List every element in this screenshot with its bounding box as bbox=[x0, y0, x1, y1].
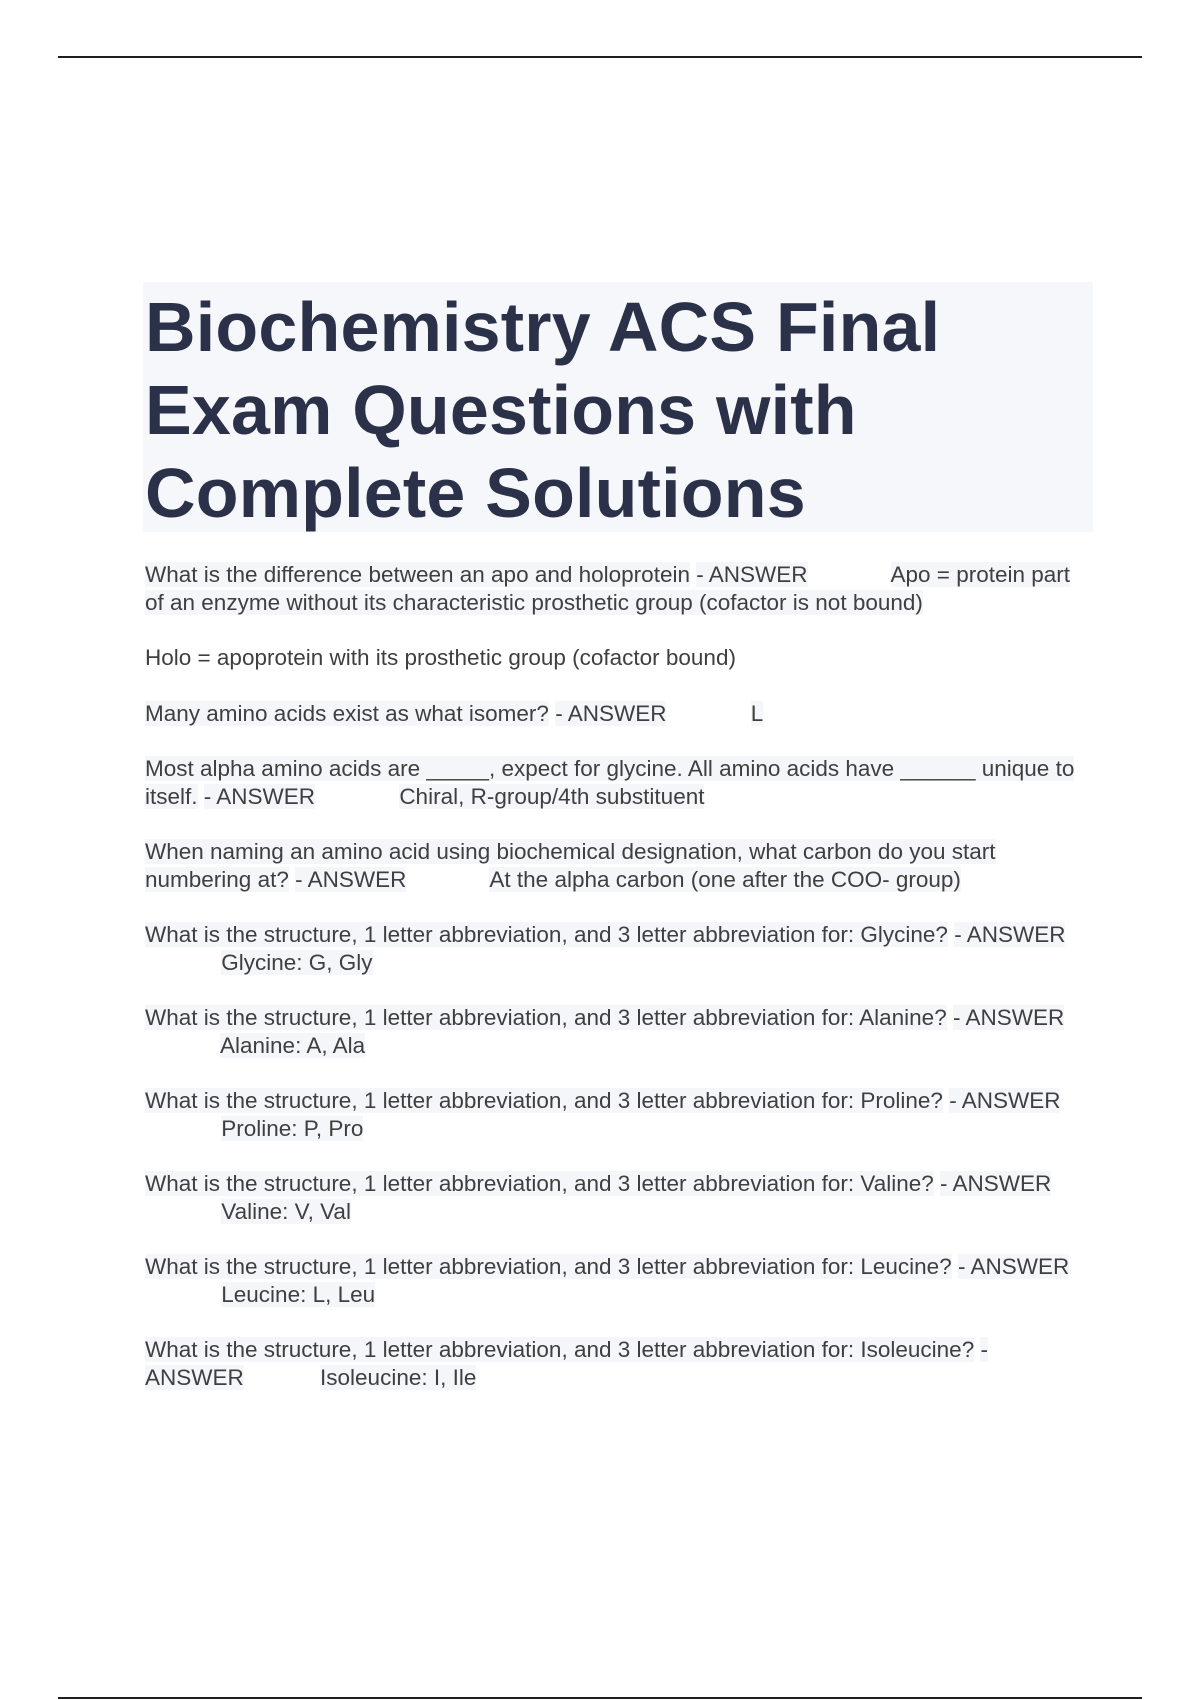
top-rule bbox=[58, 56, 1142, 58]
answer-text: Apo = protein part of an enzyme without its characteristic prosthetic group (cofactor is not bound) bbox=[145, 562, 1071, 615]
answer-marker: - ANSWER bbox=[555, 700, 667, 726]
bottom-rule bbox=[58, 1697, 1142, 1699]
answer-marker: - ANSWER bbox=[952, 1005, 1065, 1030]
answer-marker: - ANSWER bbox=[940, 1171, 1052, 1196]
answer-text: Valine: V, Val bbox=[221, 1198, 351, 1224]
answer-marker: - ANSWER bbox=[954, 922, 1066, 947]
qa-item bbox=[145, 921, 1085, 976]
qa-item bbox=[145, 561, 1085, 616]
title-line-3: Complete Solutions bbox=[145, 454, 806, 532]
answer-marker: - ANSWER bbox=[295, 866, 407, 892]
title-block bbox=[143, 282, 1093, 532]
question-text: Most alpha amino acids are _____, expect for glycine. All amino acids have ______ unique to itself. bbox=[145, 756, 1075, 809]
qa-item bbox=[145, 838, 1085, 893]
answer-text: Proline: P, Pro bbox=[221, 1115, 364, 1141]
answer-marker: - ANSWER bbox=[949, 1088, 1061, 1113]
qa-item bbox=[145, 1087, 1085, 1142]
question-text: What is the structure, 1 letter abbreviation, and 3 letter abbreviation for: Proline? bbox=[145, 1088, 943, 1113]
answer-text: L bbox=[750, 700, 764, 726]
question-text: What is the difference between an apo and holoprotein bbox=[145, 562, 690, 587]
answer-text: Chiral, R-group/4th substituent bbox=[399, 783, 705, 809]
qa-item bbox=[145, 1004, 1085, 1059]
answer-marker: - ANSWER bbox=[203, 783, 316, 809]
answer-text: Holo = apoprotein with its prosthetic group (cofactor bound) bbox=[145, 645, 736, 670]
answer-marker: - ANSWER bbox=[696, 562, 808, 587]
title-line-1: Biochemistry ACS Final bbox=[145, 288, 941, 366]
qa-item bbox=[145, 1336, 1085, 1391]
answer-text: Glycine: G, Gly bbox=[221, 949, 373, 975]
qa-continuation bbox=[145, 644, 1085, 672]
qa-item bbox=[145, 1253, 1085, 1308]
question-text: When naming an amino acid using biochemical designation, what carbon do you start numbering at? bbox=[145, 839, 996, 892]
question-text: What is the structure, 1 letter abbreviation, and 3 letter abbreviation for: Glycine? bbox=[145, 922, 948, 947]
question-text: What is the structure, 1 letter abbreviation, and 3 letter abbreviation for: Leucine? bbox=[145, 1254, 952, 1279]
answer-text: At the alpha carbon (one after the COO- group) bbox=[489, 866, 961, 892]
answer-text: Alanine: A, Ala bbox=[220, 1032, 366, 1058]
question-text: What is the structure, 1 letter abbreviation, and 3 letter abbreviation for: Valine? bbox=[145, 1171, 934, 1196]
question-text: What is the structure, 1 letter abbreviation, and 3 letter abbreviation for: Alanine? bbox=[145, 1005, 947, 1030]
answer-text: Leucine: L, Leu bbox=[221, 1281, 376, 1307]
question-text: Many amino acids exist as what isomer? bbox=[145, 700, 549, 726]
answer-marker: - ANSWER bbox=[145, 1337, 988, 1390]
question-text: What is the structure, 1 letter abbreviation, and 3 letter abbreviation for: Isoleucine? bbox=[145, 1337, 975, 1362]
qa-item bbox=[145, 755, 1085, 810]
document-title bbox=[145, 286, 1093, 535]
title-line-2: Exam Questions with bbox=[145, 371, 857, 449]
qa-item bbox=[145, 1170, 1085, 1225]
qa-list bbox=[145, 561, 1085, 1419]
answer-marker: - ANSWER bbox=[957, 1254, 1070, 1279]
qa-item bbox=[145, 700, 1085, 728]
answer-text: Isoleucine: I, Ile bbox=[320, 1364, 477, 1390]
